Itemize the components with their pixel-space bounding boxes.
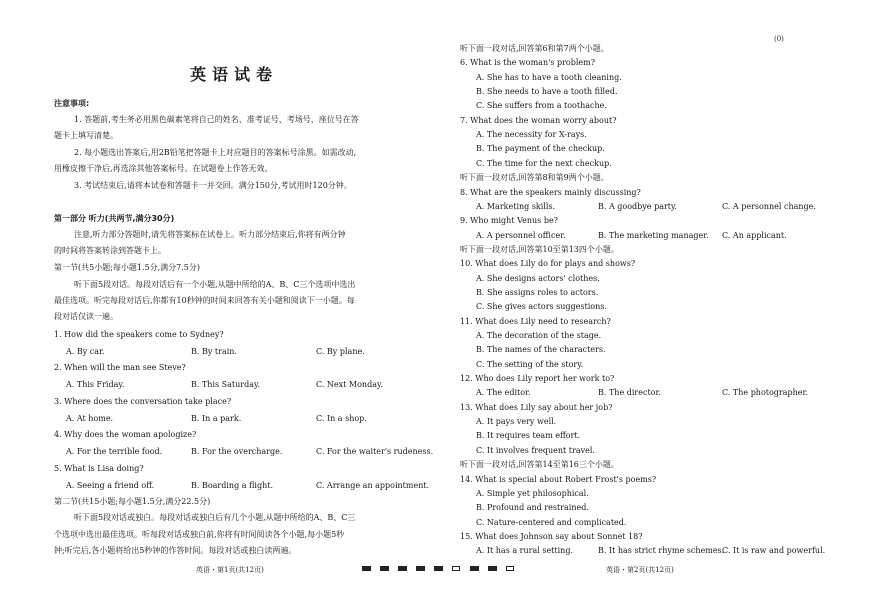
- option-c: C. An applicant.: [722, 231, 787, 240]
- question-line: 听下面一段对话,回答第14至第16三个小题。: [460, 460, 619, 469]
- question-line: 听下面一段对话,回答第6和第7两个小题。: [460, 44, 609, 53]
- option-a: A. By car.: [66, 347, 105, 356]
- option-b: B. It has strict rhyme schemes.: [598, 546, 725, 555]
- answer-option: A. The decoration of the stage.: [476, 331, 602, 340]
- option-a: A. This Friday.: [66, 380, 125, 389]
- option-a: A. A personnel officer.: [476, 231, 566, 240]
- option-b: B. By train.: [191, 347, 237, 356]
- option-b: B. For the overcharge.: [191, 447, 283, 456]
- answer-option: A. It pays very well.: [476, 417, 557, 426]
- option-b: B. The director.: [598, 388, 661, 397]
- note-line: 题卡上填写清楚。: [54, 131, 118, 140]
- notes-heading: 注意事项:: [54, 99, 90, 108]
- question-line: 听下面一段对话,回答第8和第9两个小题。: [460, 173, 609, 182]
- part1-intro-line: 注意,听力部分答题时,请先将答案标在试卷上。听力部分结束后,你将有两分钟: [74, 230, 346, 239]
- option-a: A. The editor.: [476, 388, 531, 397]
- option-b: B. A goodbye party.: [598, 202, 678, 211]
- question-line: 13. What does Lily say about her job?: [460, 403, 613, 412]
- registration-mark: [380, 566, 389, 571]
- answer-option: C. It involves frequent travel.: [476, 446, 595, 455]
- option-a: A. Seeing a friend off.: [66, 481, 155, 490]
- option-b: B. This Saturday.: [191, 380, 260, 389]
- question-stem: 2. When will the man see Steve?: [54, 363, 186, 372]
- right-page: [438, 0, 870, 602]
- option-c: C. The photographer.: [722, 388, 809, 397]
- question-line: 11. What does Lily need to research?: [460, 317, 611, 326]
- registration-mark: [398, 566, 407, 571]
- answer-option: C. She gives actors suggestions.: [476, 302, 607, 311]
- option-c: C. In a shop.: [316, 414, 367, 423]
- option-b: B. Boarding a flight.: [191, 481, 273, 490]
- question-stem: 5. What is Lisa doing?: [54, 464, 144, 473]
- part1-heading: 第一部分 听力(共两节,满分30分): [54, 214, 175, 223]
- registration-mark: [362, 566, 371, 571]
- option-c: C. A personnel change.: [722, 202, 816, 211]
- option-c: C. By plane.: [316, 347, 365, 356]
- section2-intro-line: 听下面5段对话或独白。每段对话或独白后有几个小题,从题中所给的A、B、C三: [74, 513, 356, 522]
- answer-option: B. The names of the characters.: [476, 345, 606, 354]
- answer-option: C. The setting of the story.: [476, 360, 584, 369]
- answer-option: B. It requires team effort.: [476, 431, 581, 440]
- answer-option: A. She has to have a tooth cleaning.: [476, 73, 622, 82]
- answer-option: C. She suffers from a toothache.: [476, 101, 607, 110]
- answer-option: B. The payment of the checkup.: [476, 144, 605, 153]
- question-line: 8. What are the speakers mainly discussing?: [460, 188, 641, 197]
- page-corner-mark: (0): [774, 35, 784, 43]
- section1-heading: 第一节(共5小题;每小题1.5分,满分7.5分): [54, 263, 201, 272]
- note-line: 用橡皮擦干净后,再选涂其他答案标号。在试题卷上作答无效。: [54, 164, 273, 173]
- answer-option: B. She assigns roles to actors.: [476, 288, 599, 297]
- note-line: 1. 答题前,考生务必用黑色碳素笔将自己的姓名、准考证号、考场号、座位号在答: [74, 115, 359, 124]
- question-line: 6. What is the woman's problem?: [460, 58, 595, 67]
- section1-intro-line: 段对话仅读一遍。: [54, 312, 118, 321]
- option-c: C. Arrange an appointment.: [316, 481, 430, 490]
- question-line: 14. What is special about Robert Frost's poems?: [460, 475, 657, 484]
- note-line: 2. 每小题选出答案后,用2B铅笔把答题卡上对应题目的答案标号涂黑。如需改动,: [74, 148, 357, 157]
- question-line: 12. Who does Lily report her work to?: [460, 374, 615, 383]
- answer-option: B. Profound and restrained.: [476, 503, 589, 512]
- page-footer: 英语・第2页(共12页): [606, 566, 674, 574]
- note-line: 3. 考试结束后,请将本试卷和答题卡一并交回。满分150分,考试用时120分钟。: [74, 181, 352, 190]
- question-stem: 3. Where does the conversation take place?: [54, 397, 232, 406]
- option-a: A. At home.: [66, 414, 114, 423]
- option-b: B. In a park.: [191, 414, 242, 423]
- question-stem: 1. How did the speakers come to Sydney?: [54, 330, 224, 339]
- question-line: 10. What does Lily do for plays and shows?: [460, 259, 636, 268]
- option-c: C. Next Monday.: [316, 380, 383, 389]
- answer-option: A. The necessity for X-rays.: [476, 130, 587, 139]
- part1-intro-line: 的时间将答案转涂到答题卡上。: [54, 246, 166, 255]
- option-a: A. For the terrible food.: [66, 447, 163, 456]
- exam-title: 英语试卷: [190, 65, 279, 84]
- question-stem: 4. Why does the woman apologize?: [54, 430, 197, 439]
- answer-option: A. Simple yet philosophical.: [476, 489, 589, 498]
- question-line: 听下面一段对话,回答第10至第13四个小题。: [460, 245, 619, 254]
- page-footer: 英语・第1页(共12页): [196, 566, 264, 574]
- answer-option: C. Nature-centered and complicated.: [476, 518, 627, 527]
- section2-intro-line: 钟;听完后,各小题将给出5秒钟的作答时间。每段对话或独白读两遍。: [54, 546, 297, 555]
- section1-intro-line: 最佳选项。听完每段对话后,你都有10秒钟的时间来回答有关小题和阅读下一小题。每: [54, 296, 355, 305]
- answer-option: C. The time for the next checkup.: [476, 159, 612, 168]
- question-line: 7. What does the woman worry about?: [460, 116, 617, 125]
- section2-heading: 第二节(共15小题;每小题1.5分,满分22.5分): [54, 497, 211, 506]
- option-c: C. It is raw and powerful.: [722, 546, 826, 555]
- option-a: A. Marketing skills.: [476, 202, 556, 211]
- registration-mark: [416, 566, 425, 571]
- section1-intro-line: 听下面5段对话。每段对话后有一个小题,从题中所给的A、B、C三个选项中选出: [74, 280, 356, 289]
- option-b: B. The marketing manager.: [598, 231, 709, 240]
- section2-intro-line: 个选项中选出最佳选项。听每段对话或独白前,你将有时间阅读各个小题,每小题5秒: [54, 530, 345, 539]
- answer-option: A. She designs actors' clothes.: [476, 274, 600, 283]
- option-c: C. For the waiter's rudeness.: [316, 447, 434, 456]
- question-line: 15. What does Johnson say about Sonnet 18?: [460, 532, 643, 541]
- question-line: 9. Who might Venus be?: [460, 216, 558, 225]
- answer-option: B. She needs to have a tooth filled.: [476, 87, 618, 96]
- option-a: A. It has a rural setting.: [476, 546, 573, 555]
